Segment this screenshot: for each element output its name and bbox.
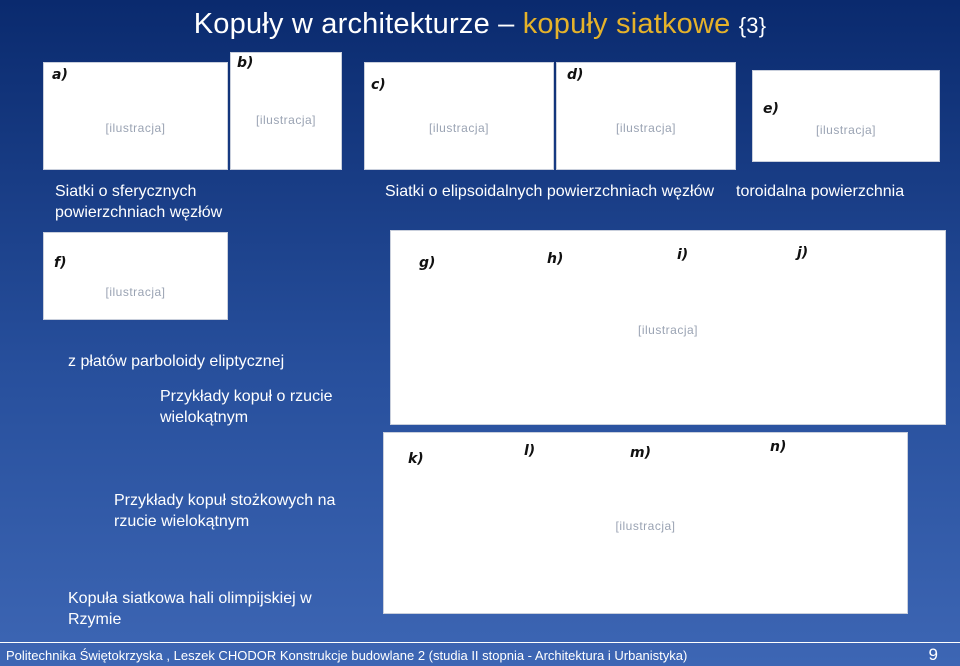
figure-tag: i) xyxy=(677,247,689,263)
figure-tag: k) xyxy=(408,451,424,467)
image-placeholder-label: [ilustracja] xyxy=(815,123,877,137)
figure-tag: e) xyxy=(763,101,779,117)
image-placeholder-label: [ilustracja] xyxy=(428,121,490,135)
figure-e-toroidal-surface xyxy=(752,70,940,162)
figure-tag: h) xyxy=(547,251,564,267)
figure-tag: m) xyxy=(630,445,651,461)
image-placeholder-label: [ilustracja] xyxy=(637,323,699,337)
figure-c-elliptical-dome xyxy=(364,62,554,170)
title-highlight: kopuły siatkowe xyxy=(522,8,731,40)
figure-klmn-conical-domes xyxy=(383,432,908,614)
caption-spherical: Siatki o sferycznych powierzchniach węzłów xyxy=(55,183,223,221)
slide-footer xyxy=(0,642,960,666)
image-placeholder-label: [ilustracja] xyxy=(615,519,676,533)
caption-conical: Przykłady kopuł stożkowych na rzucie wielokątnym xyxy=(114,492,336,530)
page-number: 9 xyxy=(928,645,938,664)
figure-b-spherical-dome xyxy=(230,52,342,170)
figure-tag: a) xyxy=(52,67,68,83)
figure-f-rome-olympic-hall xyxy=(43,232,228,320)
title-number: {3} xyxy=(738,13,767,38)
image-placeholder-label: [ilustracja] xyxy=(615,121,677,135)
footer-text: Politechnika Świętokrzyska , Leszek CHODOR Konstrukcje budowlane 2 (studia II stopnia - Architektura i Urbanistyka) xyxy=(6,648,688,663)
caption-rome: Kopuła siatkowa hali olimpijskiej w Rzymie xyxy=(68,590,312,628)
figure-tag: b) xyxy=(237,55,254,71)
caption-toroidal: toroidalna powierzchnia xyxy=(736,183,905,200)
figure-tag: g) xyxy=(419,255,436,271)
figure-tag: c) xyxy=(371,77,386,93)
figure-tag: n) xyxy=(770,439,787,455)
caption-elliptical: Siatki o elipsoidalnych powierzchniach węzłów xyxy=(385,183,715,200)
image-placeholder-label: [ilustracja] xyxy=(255,113,317,127)
image-placeholder-label: [ilustracja] xyxy=(105,285,166,299)
image-placeholder-label: [ilustracja] xyxy=(105,121,166,135)
slide-title xyxy=(0,8,960,41)
figure-tag: l) xyxy=(524,443,536,459)
figure-tag: f) xyxy=(54,255,67,271)
figure-a-spherical-dome xyxy=(43,62,228,170)
figure-tag: d) xyxy=(567,67,584,83)
caption-polygonal: Przykłady kopuł o rzucie wielokątnym xyxy=(160,388,333,426)
title-main: Kopuły w architekturze – xyxy=(193,8,523,40)
figure-d-elliptical-shell xyxy=(556,62,736,170)
figure-tag: j) xyxy=(797,245,809,261)
caption-paraboloid: z płatów parboloidy eliptycznej xyxy=(68,353,285,370)
figure-ghij-polygonal-domes xyxy=(390,230,946,425)
